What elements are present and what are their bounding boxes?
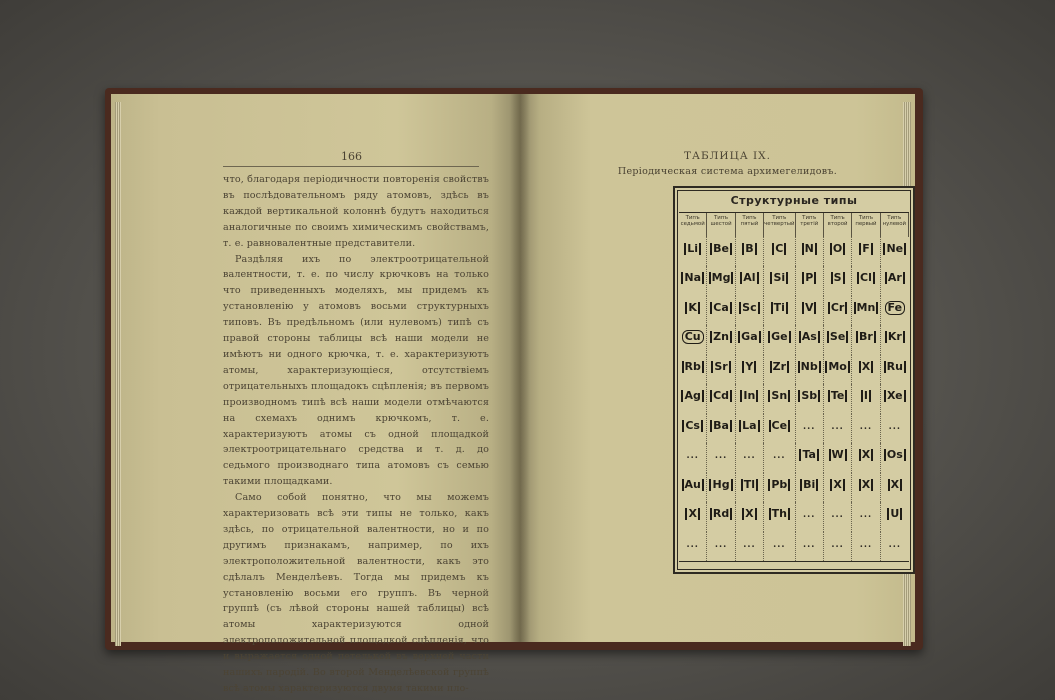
element-cell <box>736 296 764 325</box>
element-cell <box>824 532 852 561</box>
left-page <box>111 94 520 694</box>
table-title: Структурные типы <box>730 194 858 207</box>
element-symbol: Ge <box>768 331 791 343</box>
element-symbol: Sn <box>768 390 790 402</box>
element-cell <box>736 355 764 384</box>
element-cell <box>679 296 707 325</box>
element-symbol: In <box>740 390 758 402</box>
empty-placeholder: ... <box>803 539 816 550</box>
column-header: Типъ третій <box>796 213 824 237</box>
element-cell <box>707 384 735 413</box>
element-cell <box>881 502 909 531</box>
element-cell <box>707 502 735 531</box>
empty-placeholder: ... <box>888 421 901 432</box>
element-cell <box>824 414 852 443</box>
element-symbol: Sr <box>711 361 730 373</box>
element-cell <box>881 296 909 325</box>
element-symbol: V <box>802 302 817 314</box>
element-cell <box>796 355 824 384</box>
empty-placeholder: ... <box>859 510 873 521</box>
element-symbol: X <box>859 361 873 373</box>
element-symbol: Cu <box>682 330 704 344</box>
element-cell <box>852 532 880 561</box>
column-header: Типъ седьмой <box>679 213 707 237</box>
element-symbol: La <box>739 420 759 432</box>
element-cell <box>707 443 735 472</box>
element-symbol: Pb <box>768 479 790 491</box>
empty-placeholder: ... <box>714 539 728 550</box>
element-symbol: Si <box>770 272 788 284</box>
column-header: Типъ пятый <box>736 213 764 237</box>
element-symbol: O <box>830 243 845 255</box>
element-cell <box>824 355 852 384</box>
element-symbol: X <box>685 508 699 520</box>
element-symbol: Be <box>710 243 732 255</box>
element-cell <box>881 325 909 354</box>
element-cell <box>764 325 795 354</box>
element-symbol: Mn <box>854 302 879 314</box>
element-symbol: X <box>859 479 873 491</box>
element-cell <box>824 443 852 472</box>
element-symbol: Mg <box>709 272 734 284</box>
element-cell <box>852 502 880 531</box>
column-header: Типъ шестой <box>707 213 735 237</box>
element-symbol: Ce <box>769 420 791 432</box>
empty-placeholder: ... <box>686 539 699 550</box>
page-number: 166 <box>341 150 362 163</box>
element-symbol: Rb <box>682 361 704 373</box>
open-book <box>105 88 923 694</box>
table-grid <box>679 212 909 561</box>
element-cell <box>764 532 795 561</box>
element-cell <box>852 296 880 325</box>
element-symbol: P <box>802 272 816 284</box>
element-symbol: I <box>861 390 871 402</box>
element-cell <box>796 266 824 295</box>
element-cell <box>881 384 909 413</box>
element-cell <box>796 325 824 354</box>
element-cell <box>824 237 852 266</box>
element-symbol: Cl <box>857 272 875 284</box>
column-header: Типъ четвертый <box>764 213 795 237</box>
element-symbol: Ba <box>710 420 732 432</box>
element-cell <box>679 532 707 561</box>
element-cell <box>736 502 764 531</box>
element-cell <box>764 414 795 443</box>
element-symbol: Cr <box>828 302 848 314</box>
element-cell <box>852 443 880 472</box>
element-cell <box>881 237 909 266</box>
element-cell <box>707 414 735 443</box>
element-cell <box>764 237 795 266</box>
body-text <box>223 172 489 697</box>
element-cell <box>764 296 795 325</box>
element-cell <box>881 443 909 472</box>
element-symbol: Au <box>682 479 704 491</box>
element-symbol: Te <box>828 390 848 402</box>
element-cell <box>707 473 735 502</box>
element-symbol: Tl <box>741 479 758 491</box>
element-cell <box>707 355 735 384</box>
element-cell <box>824 325 852 354</box>
element-cell <box>736 443 764 472</box>
column-header: Типъ второй <box>824 213 852 237</box>
element-symbol: Ru <box>884 361 906 373</box>
element-symbol: Bi <box>800 479 818 491</box>
element-cell <box>764 384 795 413</box>
element-cell <box>881 266 909 295</box>
element-symbol: Zr <box>770 361 789 373</box>
element-symbol: Cd <box>710 390 732 402</box>
right-page <box>520 94 915 642</box>
plate-title: ТАБЛИЦА IX. <box>684 150 771 162</box>
empty-placeholder: ... <box>803 510 816 521</box>
element-symbol: Cs <box>682 420 703 432</box>
element-symbol: X <box>830 479 844 491</box>
empty-placeholder: ... <box>743 451 756 462</box>
element-symbol: U <box>887 508 902 520</box>
element-cell <box>679 384 707 413</box>
element-cell <box>764 443 795 472</box>
element-cell <box>796 414 824 443</box>
element-symbol: Br <box>856 331 876 343</box>
element-cell <box>852 414 880 443</box>
element-symbol: Nb <box>798 361 821 373</box>
element-cell <box>796 443 824 472</box>
element-cell <box>852 325 880 354</box>
periodic-table <box>673 186 915 574</box>
paragraph: Раздѣляя ихъ по электроотрицательной валентности, т. е. по числу крючковъ на только что приведенныхъ моделяхъ, мы придемъ къ установленію у атомовъ восьми структурныхъ типовъ. Въ предѣльномъ (или нулевомъ) типѣ съ правой стороны таблицы всѣ наши модели не имѣютъ ни одного крючка, т. е. характеризуютъ атомы, характеризующіеся, отсутствіемъ отрицательныхъ площадокъ сцѣпленія; въ первомъ производномъ типѣ всѣ наши модели отмѣчаются на схемахъ однимъ крючкомъ, т. е. характеризуютъ атомы съ одной площадкой электроотрицательнаго средства и т. д. до седьмого производнаго типа атомовъ съ семью такими площадками. <box>223 253 489 488</box>
element-symbol: Xe <box>884 390 906 402</box>
empty-placeholder: ... <box>743 539 756 550</box>
element-cell <box>881 473 909 502</box>
plate-subtitle: Періодическая система архимегелидовъ. <box>617 166 838 177</box>
element-symbol: Ca <box>710 302 732 314</box>
element-symbol: As <box>799 331 820 343</box>
element-symbol: X <box>859 449 873 461</box>
element-symbol: Kr <box>885 331 905 343</box>
paragraph: что, благодаря періодичности повторенія свойствъ въ послѣдовательномъ ряду атомовъ, здѣсь въ каждой вертикальной колоннѣ будутъ находиться аналогичные по своимъ химическимъ свойствамъ, т. е. равновалентные представители. <box>223 174 489 249</box>
element-symbol: Rd <box>710 508 732 520</box>
element-cell <box>852 266 880 295</box>
element-cell <box>852 384 880 413</box>
element-cell <box>796 237 824 266</box>
element-cell <box>736 325 764 354</box>
element-cell <box>679 443 707 472</box>
element-symbol: Ga <box>738 331 760 343</box>
element-cell <box>707 532 735 561</box>
element-symbol: Y <box>742 361 756 373</box>
element-symbol: W <box>829 449 847 461</box>
empty-placeholder: ... <box>859 421 873 432</box>
element-symbol: Na <box>681 272 704 284</box>
empty-placeholder: ... <box>773 451 786 462</box>
element-symbol: N <box>802 243 817 255</box>
element-symbol: S <box>831 272 845 284</box>
element-cell <box>824 473 852 502</box>
empty-placeholder: ... <box>888 539 901 550</box>
element-symbol: Ar <box>885 272 905 284</box>
element-cell <box>881 532 909 561</box>
element-cell <box>796 473 824 502</box>
element-cell <box>707 296 735 325</box>
element-symbol: Li <box>684 243 701 255</box>
element-cell <box>679 502 707 531</box>
element-symbol: B <box>742 243 756 255</box>
empty-placeholder: ... <box>859 539 873 550</box>
empty-placeholder: ... <box>831 421 844 432</box>
element-cell <box>679 414 707 443</box>
element-symbol: Hg <box>709 479 732 491</box>
element-symbol: X <box>888 479 902 491</box>
column-header: Типъ первый <box>852 213 880 237</box>
element-symbol: Ta <box>799 449 819 461</box>
element-symbol: F <box>859 243 873 255</box>
element-cell <box>796 532 824 561</box>
element-cell <box>852 237 880 266</box>
book-gutter <box>510 94 530 642</box>
element-symbol: C <box>772 243 786 255</box>
element-cell <box>707 266 735 295</box>
empty-placeholder: ... <box>714 451 728 462</box>
element-symbol: Ne <box>883 243 906 255</box>
element-symbol: Th <box>769 508 790 520</box>
element-cell <box>764 502 795 531</box>
empty-placeholder: ... <box>803 421 816 432</box>
element-symbol: X <box>742 508 756 520</box>
element-cell <box>852 355 880 384</box>
table-footer <box>679 561 909 570</box>
element-symbol: Sb <box>798 390 820 402</box>
element-symbol: Mo <box>825 361 850 373</box>
element-cell <box>852 473 880 502</box>
empty-placeholder: ... <box>831 510 844 521</box>
element-symbol: Os <box>884 449 906 461</box>
element-cell <box>707 237 735 266</box>
element-cell <box>679 473 707 502</box>
element-symbol: Fe <box>885 301 906 315</box>
element-symbol: Al <box>740 272 758 284</box>
element-cell <box>707 325 735 354</box>
element-symbol: Ti <box>771 302 788 314</box>
element-cell <box>679 237 707 266</box>
element-cell <box>736 414 764 443</box>
element-cell <box>881 355 909 384</box>
element-symbol: Ag <box>681 390 703 402</box>
empty-placeholder: ... <box>831 539 844 550</box>
element-symbol: Se <box>827 331 848 343</box>
left-page-edges <box>115 102 121 646</box>
element-cell <box>736 266 764 295</box>
empty-placeholder: ... <box>773 539 786 550</box>
element-symbol: K <box>685 302 700 314</box>
element-cell <box>796 384 824 413</box>
element-cell <box>764 355 795 384</box>
element-symbol: Sc <box>739 302 759 314</box>
element-cell <box>736 532 764 561</box>
element-cell <box>824 384 852 413</box>
element-cell <box>679 325 707 354</box>
element-cell <box>824 296 852 325</box>
element-cell <box>736 237 764 266</box>
empty-placeholder: ... <box>686 451 699 462</box>
element-cell <box>736 384 764 413</box>
element-cell <box>881 414 909 443</box>
element-cell <box>679 355 707 384</box>
element-cell <box>679 266 707 295</box>
element-cell <box>796 502 824 531</box>
element-cell <box>796 296 824 325</box>
element-cell <box>824 266 852 295</box>
element-cell <box>764 266 795 295</box>
element-symbol: Zn <box>710 331 732 343</box>
element-cell <box>764 473 795 502</box>
column-header: Типъ нулевой <box>881 213 909 237</box>
paragraph: Само собой понятно, что мы можемъ характеризовать всѣ эти типы не только, какъ здѣсь, по отрицательной валентности, но и по другимъ признакамъ, например, по ихъ электроположительной валентности, какъ это сдѣлалъ Менделѣевъ. Тогда мы придемъ къ установленію восьми его группъ. Въ черной группѣ (съ лѣвой стороны нашей таблицы) всѣ атомы характеризуются одной электроположительной площадкой сцѣпленія, что и выражается одной петелькой въ верхней части нашихъ пародій. Во второй Менделѣевской группѣ всѣ атомы характеризуются двумя такими пло- <box>223 492 489 694</box>
page-header-rule <box>223 166 479 167</box>
element-cell <box>736 473 764 502</box>
element-cell <box>824 502 852 531</box>
